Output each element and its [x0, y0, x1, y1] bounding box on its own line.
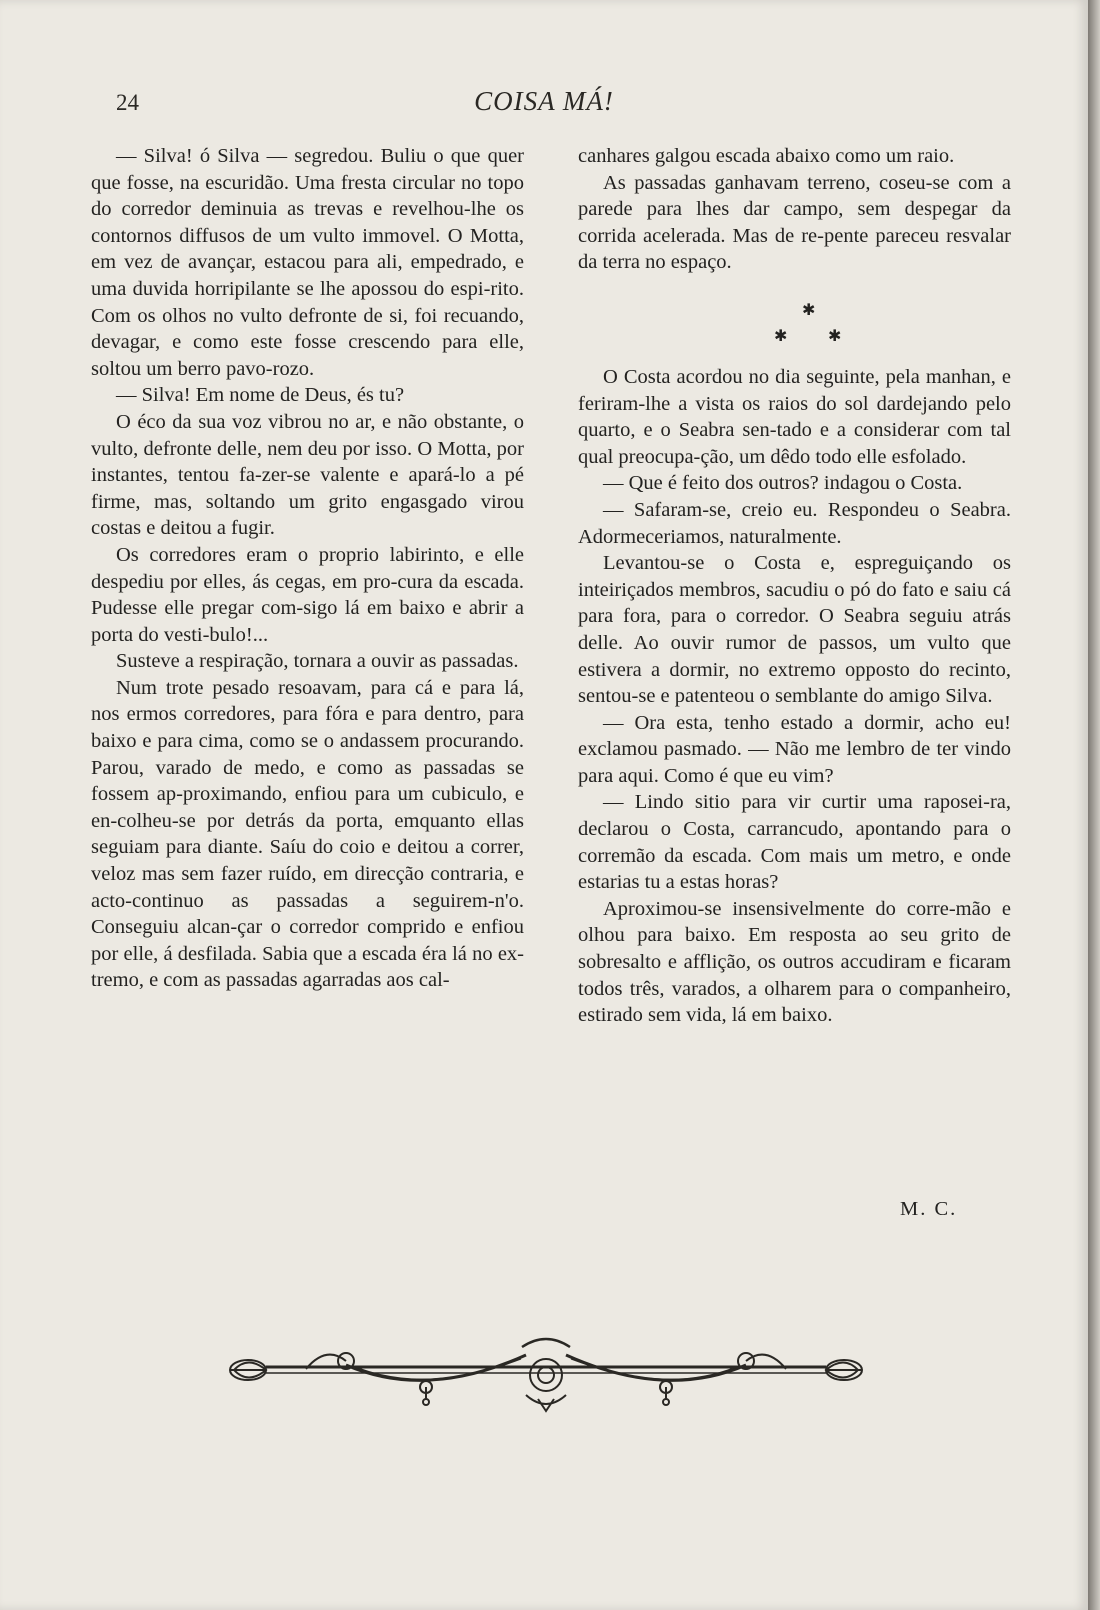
paragraph: O Costa acordou no dia seguinte, pela manhan, e feriram-lhe a vista os raios do sol dardejando pelo quarto, e o Seabra sen-tado e a considerar com tal qual preocupa-ção, um dêdo todo elle esfolado. [578, 365, 1011, 468]
paragraph: — Ora esta, tenho estado a dormir, acho eu! exclamou pasmado. — Não me lembro de ter vindo para aqui. Como é que eu vim? [578, 711, 1011, 787]
author-signature: M. C. [900, 1198, 958, 1220]
page-number: 24 [116, 90, 139, 115]
book-edge [1088, 0, 1100, 1610]
right-column [578, 143, 1011, 1029]
decorative-garland-ornament-icon [226, 1325, 866, 1415]
paragraph: — Que é feito dos outros? indagou o Costa. [603, 472, 963, 495]
section-separator [578, 280, 1011, 360]
paragraph: Aproximou-se insensivelmente do corre-mão e olhou para baixo. Em resposta ao seu grito de sobresalto e afflição, os outros accudiram e ficaram todos três, varados, a olharem para o companheiro, estirado sem vida, lá em baixo. [578, 897, 1011, 1027]
asterisk-icon: ✱ [774, 327, 788, 345]
running-title: COISA MÁ! [474, 86, 614, 116]
asterisk-icon: ✱ [828, 327, 842, 345]
paragraph: As passadas ganhavam terreno, coseu-se com a parede para lhes dar campo, sem despegar da corrida acelerada. Mas de re-pente pareceu resvalar da terra no espaço. [578, 171, 1011, 274]
paragraph: O éco da sua voz vibrou no ar, e não obstante, o vulto, defronte delle, nem deu por isso. O Motta, por instantes, tentou fa-zer-se valente e apará-lo a pé firme, mas, soltando um grito engasgado virou costas e deitou a fugir. [91, 410, 524, 540]
asterisk-icon: ✱ [802, 301, 816, 319]
paragraph: Levantou-se o Costa e, espreguiçando os inteiriçados membros, sacudiu o pó do fato e saiu cá para fora, para o corredor. O Seabra seguiu atrás delle. Ao ouvir rumor de passos, um vulto que estivera a dormir, no extremo opposto do recinto, sentou-se e patenteou o semblante do amigo Silva. [578, 552, 1011, 708]
page-header [0, 86, 1088, 126]
paragraph: — Silva! Em nome de Deus, és tu? [116, 384, 405, 407]
paragraph: Susteve a respiração, tornara a ouvir as passadas. [116, 650, 519, 673]
paragraph: — Lindo sitio para vir curtir uma raposei-ra, declarou o Costa, carrancudo, apontando para o corremão da escada. Com mais um metro, e onde estarias tu a estas horas? [578, 791, 1011, 894]
paragraph: — Safaram-se, creio eu. Respondeu o Seabra. Adormeceriamos, naturalmente. [578, 498, 1011, 548]
paragraph: Os corredores eram o proprio labirinto, e elle despediu por elles, ás cegas, em pro-cura da escada. Pudesse elle pregar com-sigo lá em baixo e abrir a porta do vesti-bulo!... [91, 543, 524, 646]
paragraph: Num trote pesado resoavam, para cá e para lá, nos ermos corredores, para fóra e para dentro, para baixo e para cima, como se o andassem procurando. Parou, varado de medo, e como as passadas se fossem ap-proximando, enfiou para um cubiculo, e en-colheu-se por detrás da porta, emquanto ellas seguiam para diante. Saíu do coio e deitou a correr, veloz mas sem fazer ruído, em direcção contraria, e acto-continuo as passadas a seguirem-n'o. Conseguiu alcan-çar o corredor comprido e enfiou por elle, á desfilada. Sabia que a escada éra lá no ex-tremo, e com as passadas agarradas aos cal- [91, 676, 524, 992]
left-column [91, 143, 524, 994]
paragraph: canhares galgou escada abaixo como um raio. [578, 145, 955, 167]
paragraph: — Silva! ó Silva — segredou. Buliu o que quer que fosse, na escuridão. Uma fresta circular no topo do corredor deminuia as trevas e revelhou-lhe os contornos diffusos de um vulto immovel. O Motta, em vez de avançar, estacou para ali, empedrado, e uma duvida horripilante se lhe apossou do espi-rito. Com os olhos no vulto defronte de si, foi recuando, devagar, e como este fosse crescendo para elle, soltou um berro pavo-rozo. [91, 145, 524, 380]
